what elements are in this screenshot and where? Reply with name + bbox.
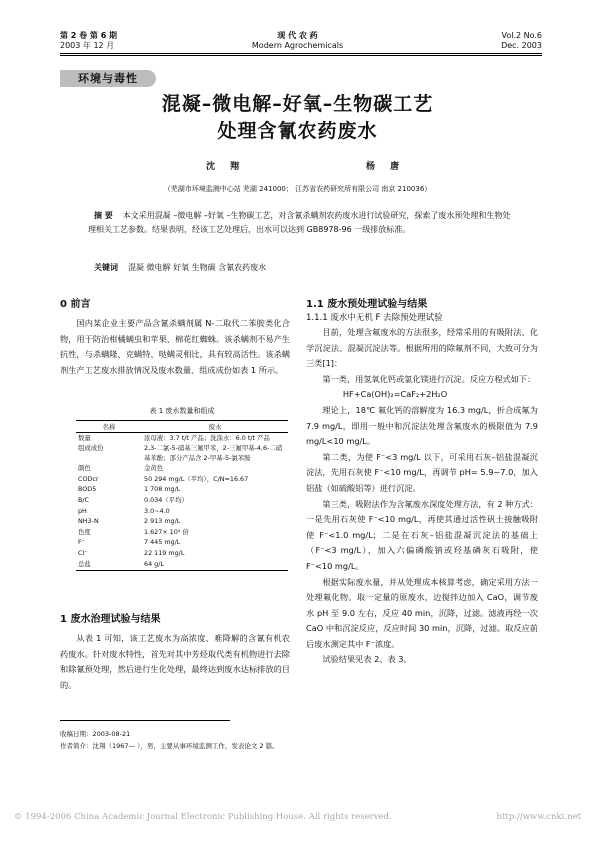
header-date-en: Dec. 2003: [501, 41, 542, 50]
table-row: [76, 506, 288, 517]
copyright-text: © 1994-2006 China Academic Journal Electronic Publishing House. All rights reserved.: [14, 812, 392, 822]
paragraph: 第一类，用氢氧化钙或氯化镁进行沉淀。反应方程式如下：: [322, 373, 536, 384]
table-cell: 色度: [78, 527, 91, 536]
chemical-equation: HF+Ca(OH)₂=CaF₂+2H₂O: [342, 389, 448, 400]
section-1-paragraph: [60, 631, 290, 693]
table-row: [76, 548, 288, 559]
keywords-label: 关键词: [94, 263, 118, 272]
table-cell: B/C: [78, 495, 89, 504]
table-cell: 总盐: [76, 559, 142, 570]
table-row: [76, 495, 288, 506]
paragraph: 第三类，吸附法作为含氟废水深度处理方法，有 2 种方式：一是先用石灰使 F⁻<10 mg/L，再使其通过活性矾土接触吸附使 F⁻<1.0 mg/L；二是在石灰–铝盐混凝沉淀法的基础上（F⁻<3 mg/L），加入六偏磷酸钠或羟基磷灰石吸附，使 F⁻<10 mg/L。: [306, 498, 538, 571]
title-line-1: 混凝–微电解–好氧–生物碳工艺: [161, 93, 434, 115]
header-journal-en: Modern Agrochemicals: [251, 41, 344, 50]
table-row: [76, 444, 288, 464]
table-header-row: [76, 421, 288, 433]
table-cell: 数量: [78, 433, 91, 442]
header-journal-cn: 现 代 农 药: [277, 31, 318, 40]
keywords-text: 混凝 微电解 好氧 生物碳 含氰农药废水: [128, 263, 267, 272]
header-rule: [60, 53, 542, 54]
table-row: [76, 527, 288, 538]
table-header-wastewater: 废水: [142, 421, 288, 433]
right-column-text: [306, 325, 538, 668]
footnote-received: 收稿日期：2003-08-21: [60, 730, 131, 738]
section-1-text: 从表 1 可知，该工艺废水为高浓度、难降解的含氰有机农药废水。针对废水特性，首先对其中芳烃取代类有机物进行去除和除氰预处理，然后进行生化处理，最终达到废水达标排放的目的。: [60, 633, 290, 690]
category-tag: 环境与毒性: [60, 70, 156, 87]
table-cell: 0.034（平均）: [144, 495, 188, 504]
subsection-1-1-title: 1.1 废水预处理试验与结果: [306, 299, 428, 310]
table-cell: F⁻: [78, 538, 86, 547]
affiliation: （芜湖市环境监测中心站 芜湖 241000； 江苏省农药研究所有限公司 南京 210036）: [163, 185, 432, 193]
header-vol-en: Vol.2 No.6: [501, 31, 542, 40]
table-row: [76, 433, 288, 444]
table-cell: 浓母液：3.7 t/t 产品；洗涤水：6.0 t/t 产品: [144, 433, 270, 442]
table-cell: pH: [78, 506, 87, 515]
keywords: [88, 262, 514, 273]
abstract-text: 本文采用混凝 –微电解 –好氧 –生物碳工艺，对含氰杀螨剂农药废水进行试验研究，探索了废水预处理和生物处理相关工艺参数。结果表明，经该工艺处理后，出水可以达到 GB8978-96 一级排放标准。: [88, 211, 511, 234]
table-cell: 组成成份: [78, 444, 104, 453]
intro-paragraph: 国内某企业主要产品含氰杀螨剂属 N-二取代二苯胺类化合物，用于防治柑橘螨虫和苹果、棉花红蜘蛛。该杀螨剂不易产生抗性，与杀螨隆、克螨特、哒螨灵相比，具有较高活性。该杀螨剂生产工艺废水排放情况及废水数量、组成成份如表 1 所示。: [60, 318, 290, 375]
table-cell: 2,3-二氯-5-硝基三氟甲苯，2-三氟甲基-4,6-二硝基苯酚；部分产品含 2-甲基-5-氯苯胺: [144, 444, 283, 462]
author-1: 沈 翔: [206, 162, 246, 172]
header-right: [501, 31, 542, 51]
table-cell: Cl⁻: [78, 548, 88, 557]
table-cell: NH3-N: [78, 517, 99, 526]
table-cell: 64 g/L: [142, 559, 288, 570]
paragraph: 理论上，18℃ 氟化钙的溶解度为 16.3 mg/L，折合成氟为 7.9 mg/L，即用一般中和沉淀法处理含氟废水的极限值为 7.9 mg/L<10 mg/L。: [306, 404, 538, 447]
table-cell: 1.627× 10⁵ 倍: [144, 527, 189, 536]
header-volume: 第 2 卷 第 6 期: [60, 31, 118, 40]
table-row: [76, 485, 288, 496]
header-rule-2: [60, 55, 542, 56]
cnki-link[interactable]: http://www.cnki.net: [496, 812, 581, 822]
table-cell: BOD5: [78, 485, 97, 494]
header-date: 2003 年 12 月: [60, 41, 115, 50]
paragraph: 目前，处理含氟废水的方法很多，经常采用的有吸附法、化学沉淀法、混凝沉淀法等。根据所用的除氟剂不同，大致可分为三类[1]：: [306, 327, 538, 369]
paragraph: 根据实际废水量，并从处理成本核算考虑，确定采用方法一处理氟化物。取一定量的原废水，边搅拌边加入 CaO，调节废水 pH 至 9.0 左右，反应 40 min，沉降，过滤。滤液再经一次 CaO 中和沉淀反应，反应时间 30 min，沉降，过滤。取反应前后废水测定其中 F⁻浓度。: [306, 576, 538, 649]
section-0-title: 0 前言: [60, 299, 91, 310]
paragraph: 试验结果见表 2、表 3。: [322, 654, 412, 665]
subsection-1-1-1-title: 1.1.1 废水中无机 F 去除预处理试验: [306, 313, 443, 323]
table-row: [76, 538, 288, 549]
table-1: [76, 420, 288, 571]
author-2: 杨 唐: [366, 162, 406, 172]
footnote-author-bio: 作者简介：沈翔（1967— ），男，主要从事环境监测工作，发表论文 2 篇。: [60, 742, 279, 750]
table-cell: 50 294 mg/L（平均），C/N=16.67: [144, 474, 249, 483]
table-cell: 1 708 mg/L: [144, 485, 181, 494]
table-cell: 7 445 mg/L: [144, 538, 181, 547]
section-1-title: 1 废水治理试验与结果: [60, 614, 161, 625]
title-line-2: 处理含氰农药废水: [217, 120, 378, 142]
table-row: [76, 464, 288, 475]
table-cell: 2 913 mg/L: [144, 517, 181, 526]
table-cell: CODcr: [78, 474, 99, 483]
table-row: [76, 474, 288, 485]
table-cell: 颜色: [78, 464, 91, 473]
table-row: [76, 559, 288, 570]
table-cell: 3.0~4.0: [144, 506, 170, 515]
table-1-caption: 表 1 废水数量和组成: [149, 407, 215, 415]
table-cell: 金黄色: [144, 464, 164, 473]
table-header-name: 名称: [76, 421, 142, 433]
table-row: [76, 517, 288, 528]
section-0-paragraph: [60, 316, 290, 378]
paragraph: 第二类，为使 F⁻<3 mg/L 以下，可采用石灰–铝盐混凝沉淀法，先用石灰使 F⁻<10 mg/L，再调节 pH= 5.9~7.0，加入铝盐（如硫酸铝等）进行沉淀。: [306, 451, 538, 493]
abstract: [88, 209, 514, 236]
abstract-label: 摘 要: [94, 211, 113, 220]
footnote-rule: [60, 720, 230, 721]
table-cell: 22 119 mg/L: [144, 548, 185, 557]
